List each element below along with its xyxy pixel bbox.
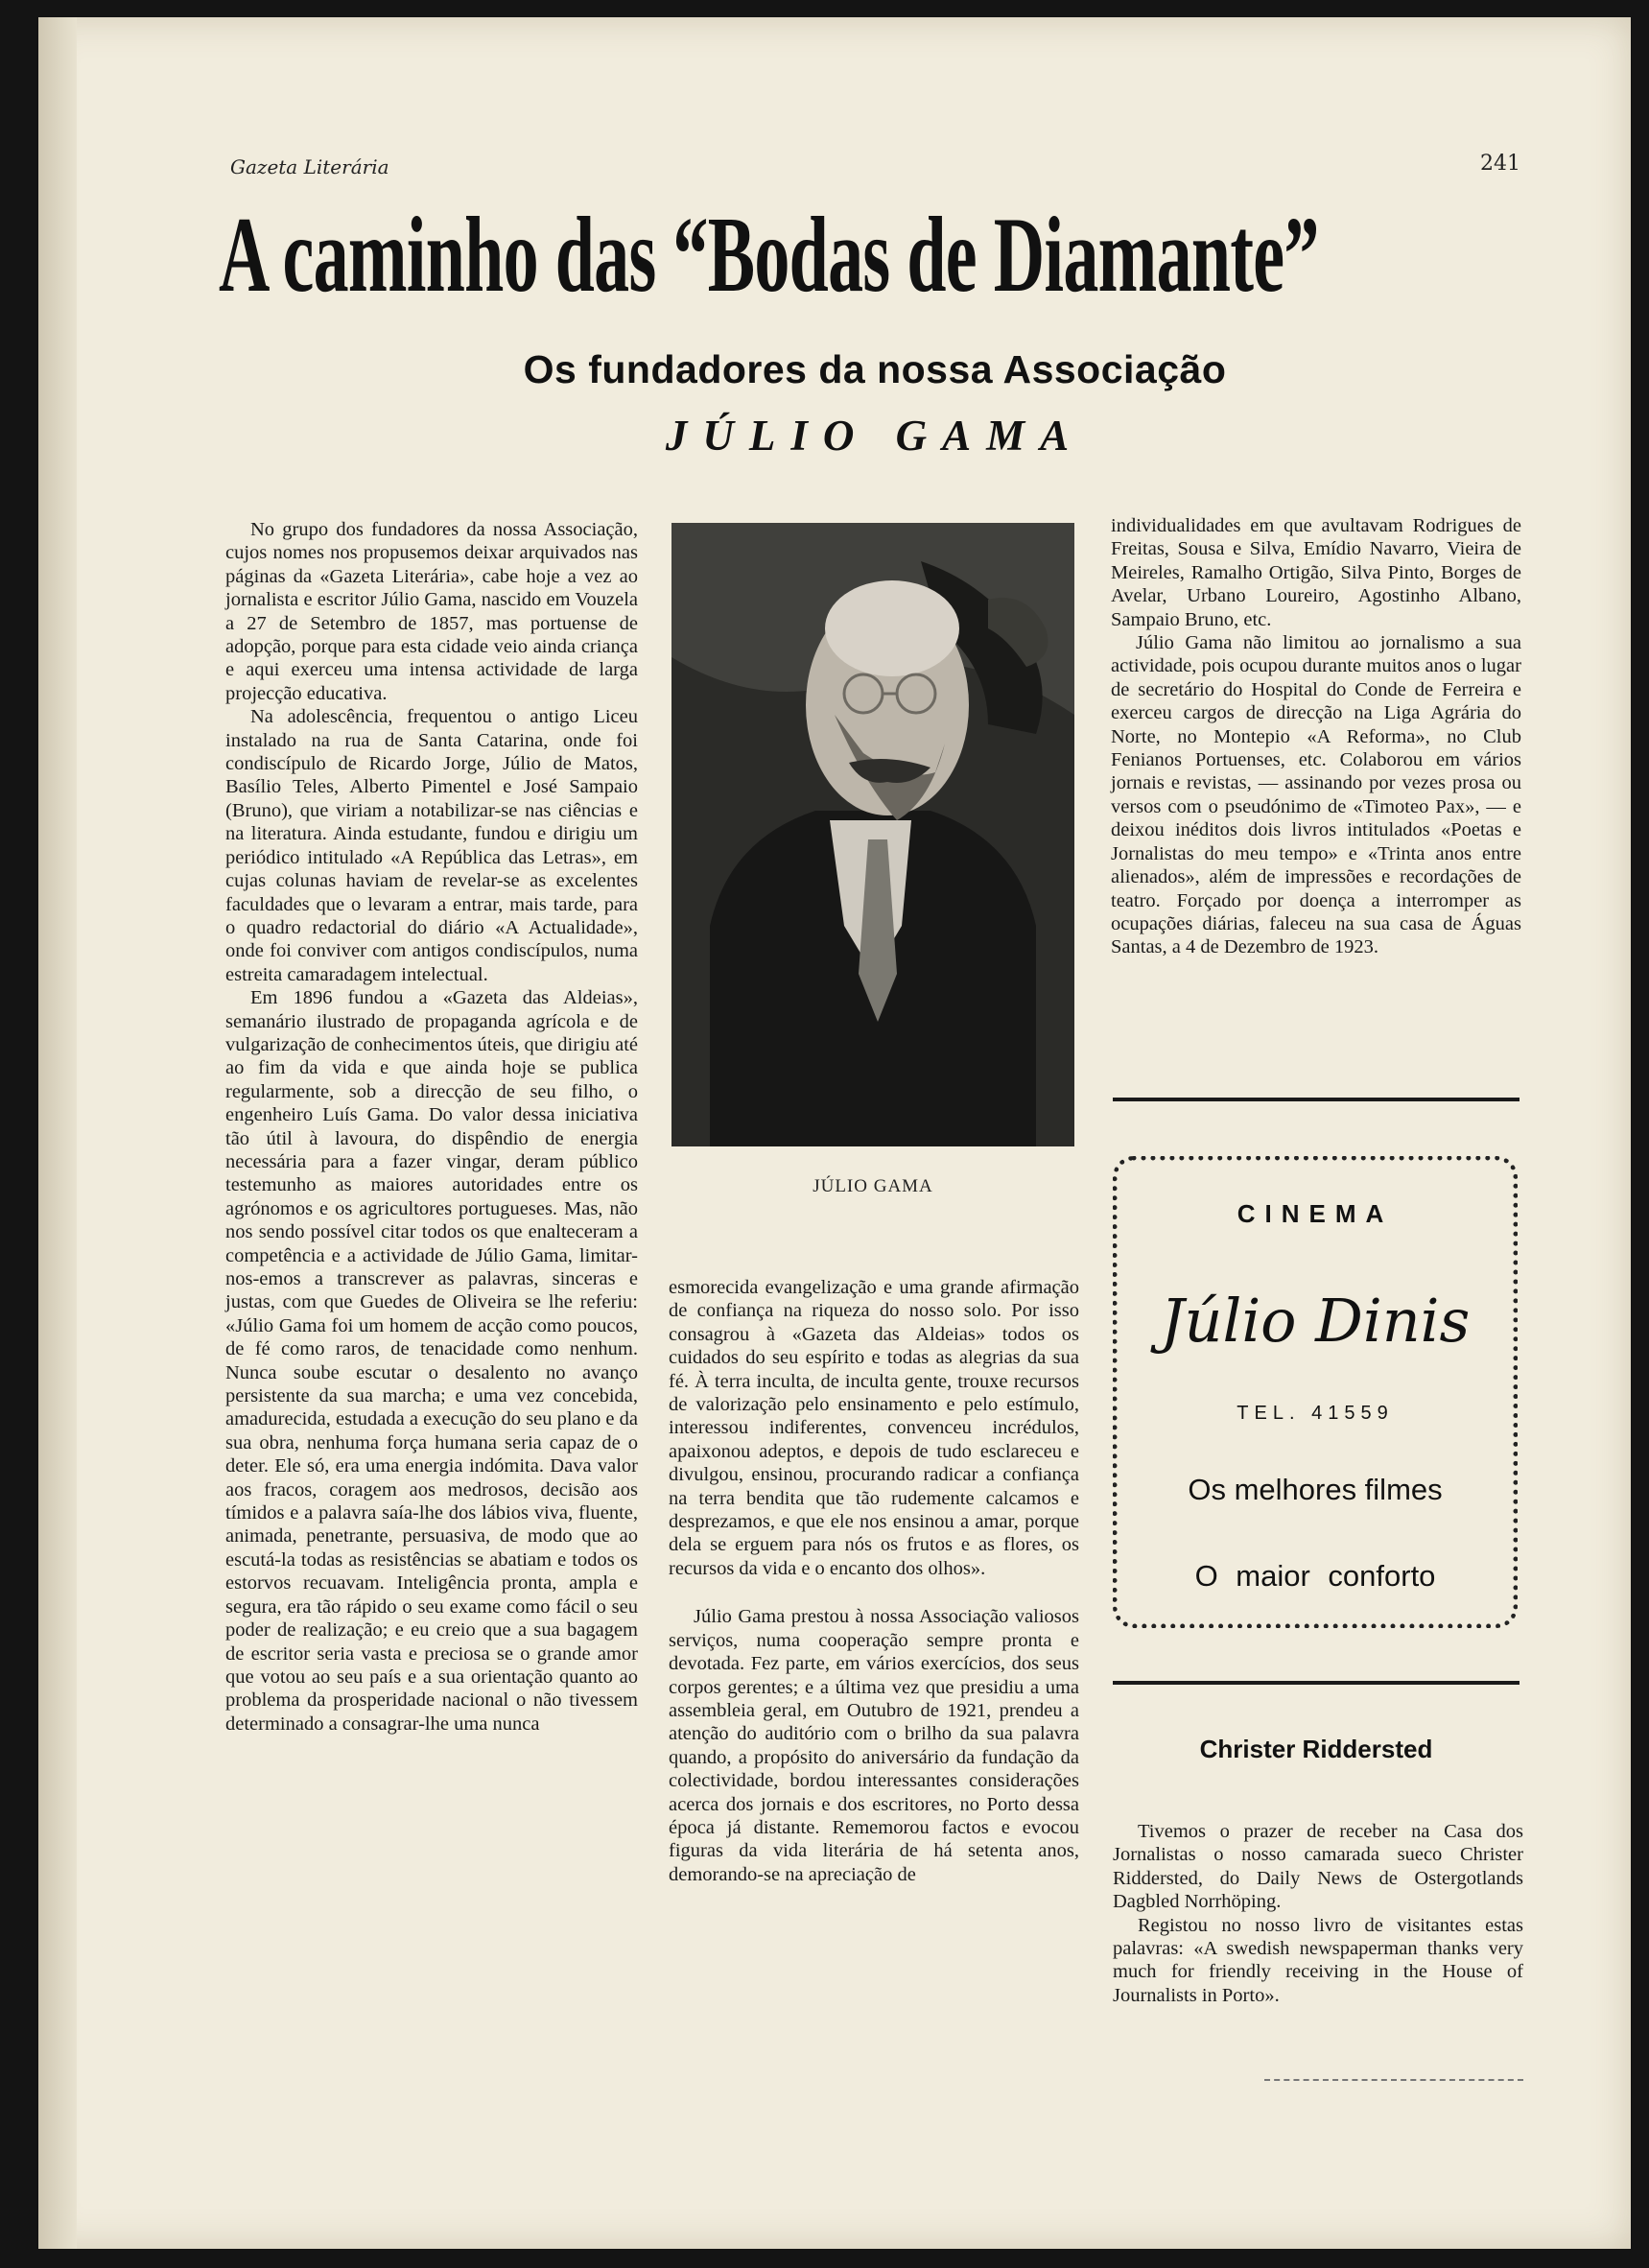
paragraph: Júlio Gama não limitou ao jornalismo a sua actividade, pois ocupou durante muitos anos o lugar de secretário do Hospital do Conde de Ferreira e exerceu cargos de direcção na Liga Agrária do Norte, no Montepio «A Reforma», no Club Fenianos Portuenses, etc. Colaborou em vários jornais e revistas, — assinando por vezes prosa ou versos com o pseudónimo de «Timoteo Pax», — e deixou inéditos dois livros intitulados «Poetas e Jornalistas do meu tempo» e «Trinta anos entre alienados», além de impressões e recordações de teatro. Forçado por doença a interromper as ocupações diárias, faleceu na sua casa de Águas Santas, a 4 de Dezembro de 1923. xyxy=(1111,632,1521,958)
paragraph: individualidades em que avultavam Rodrigues de Freitas, Sousa e Silva, Emídio Navarro, Vieira de Meireles, Ramalho Ortigão, Silva Pinto, Borges de Avelar, Urbano Loureiro, Agostinho Albano, Sampaio Bruno, etc. xyxy=(1111,515,1521,630)
column-divider-rule xyxy=(1113,1098,1519,1101)
section-divider-rule xyxy=(1113,1681,1519,1685)
paragraph: Tivemos o prazer de receber na Casa dos Jornalistas o nosso camarada sueco Christer Riddersted, do Daily News de Ostergotlands Dagbled Norrhöping. xyxy=(1113,1821,1523,1913)
photo-caption: JÚLIO GAMA xyxy=(813,1176,933,1196)
running-header-title: Gazeta Literária xyxy=(230,155,389,178)
cinema-advertisement xyxy=(1113,1156,1518,1628)
article-subtitle: Os fundadores da nossa Associação xyxy=(523,347,1227,391)
notice-body xyxy=(1113,1820,1523,2007)
portrait-photo xyxy=(671,523,1074,1146)
paragraph: Em 1896 fundou a «Gazeta das Aldeias», semanário ilustrado de propaganda agrícola e de vulgarização de conhecimentos úteis, que dirigiu até ao fim da vida e que ainda hoje se publica regularmente, sob a direcção de seu filho, o engenheiro Luís Gama. Do valor dessa iniciativa tão útil à lavoura, do dispêndio de energia necessária para a fazer vingar, deram público testemunho as maiores autoridades entre os agrónomos e os agricultores portugueses. Mas, não nos sendo possível citar todos os que enalteceram a competência e a actividade de Júlio Gama, limitar-nos-emos a transcrever as palavras, sinceras e justas, com que Guedes de Oliveira se lhe referiu: «Júlio Gama foi um homem de acção como poucos, de fé como raros, de tenacidade como nenhum. Nunca soube escutar o desalento no avanço persistente da sua marcha; e uma vez concebida, amadurecida, estudada a execução do seu plano e da sua obra, nenhuma força humana seria capaz de o deter. Ele só, era uma energia indómita. Dava valor aos fracos, coragem aos medrosos, decisão aos tímidos e a palavra saía-lhe dos lábios viva, fluente, animada, penetrante, persuasiva, de modo que ao escutá-la todas as resistências se abatiam e todos os estorvos recuavam. Inteligência pronta, ampla e segura, era tão rápido o seu exame como fácil o seu poder de realização; e eu creio que a sua bagagem de escritor seria vasta e preciosa se o grande amor que votou ao seu país e a sua orientação quanto ao problema da prosperidade nacional o não tivessem determinado a consagrar-lhe uma nunca xyxy=(225,987,638,1735)
paragraph: Júlio Gama prestou à nossa Associação valiosos serviços, numa cooperação sempre pronta e devotada. Fez parte, em vários exercícios, dos seus corpos gerentes; e a última vez que presidiu a uma assembleia geral, em Outubro de 1921, prendeu a atenção do auditório com o brilho da sua palavra quando, a propósito do aniversário da fundação da colectividade, bordou interessantes considerações acerca dos jornais e dos escritores, no Porto dessa época já distante. Rememorou factos e evocou figuras da vida literária de há setenta anos, demorando-se na apreciação de xyxy=(669,1606,1079,1885)
ad-cinema-name: Júlio Dinis xyxy=(1160,1286,1471,1356)
text-column-1 xyxy=(225,518,638,1736)
ad-heading: CINEMA xyxy=(1237,1199,1394,1228)
page-gutter xyxy=(38,17,77,2249)
page-number: 241 xyxy=(1480,152,1520,176)
paragraph: esmorecida evangelização e uma grande afirmação de confiança na riqueza do nosso solo. Por isso consagrou à «Gazeta das Aldeias» todos os cuidados do seu espírito e todas as alegrias da sua fé. À terra inculta, de inculta gente, trouxe recursos de valorização pelo ensinamento e pelo estímulo, interessou indiferentes, convenceu incrédulos, apaixonou adeptos, e depois de tudo esclareceu e divulgou, ensinou, procurando radicar a confiança na terra bendita que tão rudemente calcamos e desprezamos, e que ele nos ensinou a amar, porque dela se erguem para nós os frutos e as flores, os recursos da vida e o encanto dos olhos». xyxy=(669,1277,1079,1579)
text-column-2 xyxy=(669,1276,1079,1886)
paragraph: No grupo dos fundadores da nossa Associação, cujos nomes nos propusemos deixar arquivados nas páginas da «Gazeta Literária», cabe hoje a vez ao jornalista e escritor Júlio Gama, nascido em Vouzela a 27 de Setembro de 1857, mas portuense de adopção, porque para esta cidade veio ainda criança e aqui exerceu uma intensa actividade de larga projecção educativa. xyxy=(225,519,638,704)
ad-phone: TEL. 41559 xyxy=(1237,1403,1394,1424)
ad-slogan-2: O maior conforto xyxy=(1194,1559,1436,1593)
article-person-name: JÚLIO GAMA xyxy=(665,412,1085,460)
paragraph: Na adolescência, frequentou o antigo Liceu instalado na rua de Santa Catarina, onde foi condiscípulo de Ricardo Jorge, Júlio de Matos, Basílio Teles, Alberto Pimentel e José Sampaio (Bruno), que viriam a notabilizar-se nas ciências e na literatura. Ainda estudante, fundou e dirigiu um periódico intitulado «A República das Letras», em cujas colunas haviam de revelar-se as excelentes faculdades que o levaram a entrar, mais tarde, para o quadro redactorial do diário «A Actualidade», onde foi conviver com antigos condiscípulos, numa estreita camaradagem intelectual. xyxy=(225,706,638,985)
portrait-illustration xyxy=(671,523,1074,1146)
notice-title: Christer Riddersted xyxy=(1199,1735,1433,1763)
article-title: A caminho das “Bodas de Diamante” xyxy=(219,196,1319,315)
paragraph: Registou no nosso livro de visitantes estas palavras: «A swedish newspaperman thanks very much for friendly receiving in the House of Journalists in Porto». xyxy=(1113,1914,1523,2006)
text-column-3 xyxy=(1111,514,1521,959)
ad-slogan-1: Os melhores filmes xyxy=(1188,1473,1443,1506)
end-divider xyxy=(1264,2079,1523,2081)
